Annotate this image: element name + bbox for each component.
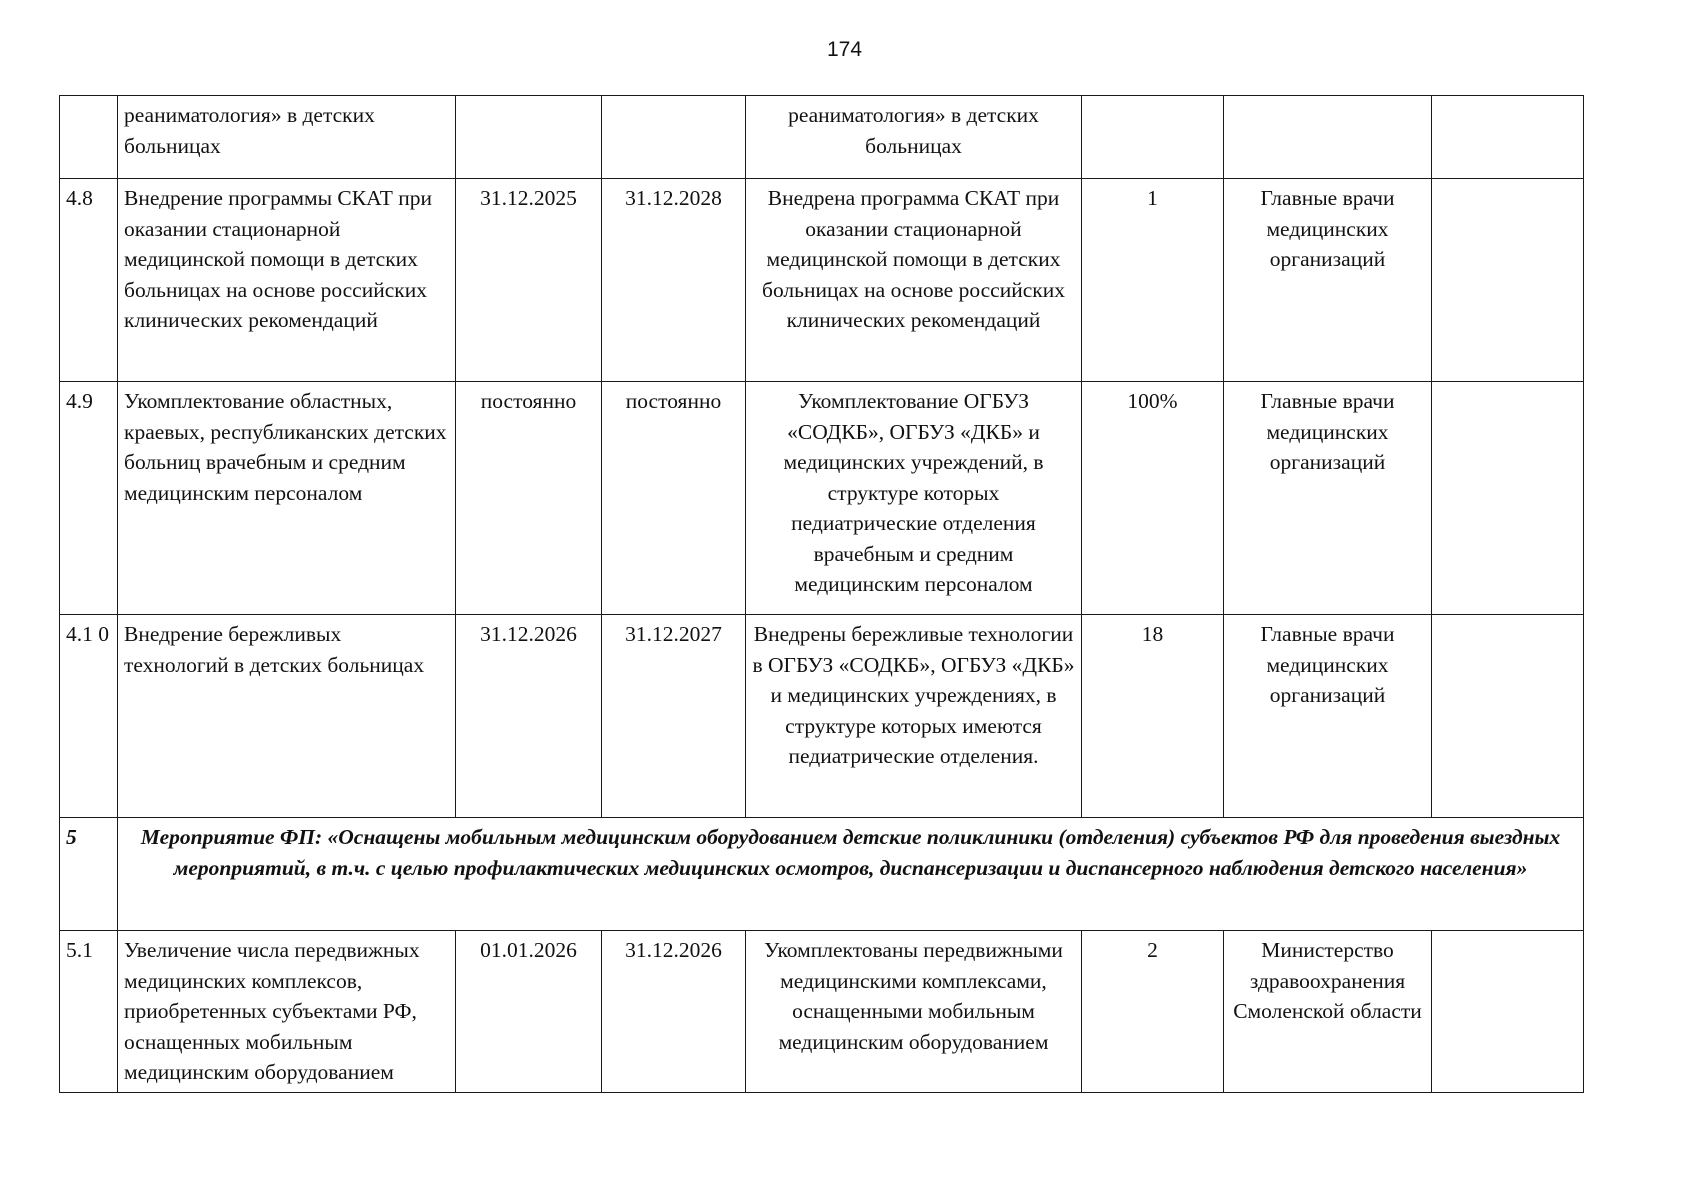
- end-date-cell: 31.12.2026: [602, 931, 746, 1093]
- activity-cell: реаниматология» в детских больницах: [118, 96, 456, 179]
- end-date-cell: 31.12.2028: [602, 179, 746, 382]
- end-date-cell: постоянно: [602, 382, 746, 615]
- start-date-cell: [456, 96, 602, 179]
- responsible-cell: Главные врачи медицинских организаций: [1224, 615, 1432, 818]
- row-number-cell: 4.9: [60, 382, 118, 615]
- table-row: [60, 96, 1584, 179]
- value-cell: [1082, 96, 1224, 179]
- table-row: [60, 931, 1584, 1093]
- start-date-cell: 31.12.2026: [456, 615, 602, 818]
- activity-cell: Внедрение программы СКАТ при оказании стационарной медицинской помощи в детских больницах на основе российских клинических рекомендаций: [118, 179, 456, 382]
- result-cell: Укомплектование ОГБУЗ «СОДКБ», ОГБУЗ «ДКБ» и медицинских учреждений, в структуре которых педиатрические отделения врачебным и средним медицинским персоналом: [746, 382, 1082, 615]
- activity-cell: Внедрение бережливых технологий в детских больницах: [118, 615, 456, 818]
- end-date-cell: 31.12.2027: [602, 615, 746, 818]
- section-number-cell: 5: [60, 818, 118, 931]
- result-cell: реаниматология» в детских больницах: [746, 96, 1082, 179]
- start-date-cell: постоянно: [456, 382, 602, 615]
- responsible-cell: Министерство здравоохранения Смоленской области: [1224, 931, 1432, 1093]
- row-number-cell: 4.1 0: [60, 615, 118, 818]
- page-number: 174: [826, 38, 863, 61]
- value-cell: 100%: [1082, 382, 1224, 615]
- row-number-cell: [60, 96, 118, 179]
- result-cell: Внедрена программа СКАТ при оказании стационарной медицинской помощи в детских больницах на основе российских клинических рекомендаций: [746, 179, 1082, 382]
- table-row: [60, 179, 1584, 382]
- section-row: [60, 818, 1584, 931]
- activity-cell: Увеличение числа передвижных медицинских комплексов, приобретенных субъектами РФ, оснащенных мобильным медицинским оборудованием: [118, 931, 456, 1093]
- row-number-cell: 4.8: [60, 179, 118, 382]
- end-date-cell: [602, 96, 746, 179]
- value-cell: 18: [1082, 615, 1224, 818]
- value-cell: 1: [1082, 179, 1224, 382]
- result-cell: Внедрены бережливые технологии в ОГБУЗ «СОДКБ», ОГБУЗ «ДКБ» и медицинских учреждениях, в структуре которых имеются педиатрические отделения.: [746, 615, 1082, 818]
- extra-cell: [1432, 179, 1584, 382]
- extra-cell: [1432, 382, 1584, 615]
- responsible-cell: [1224, 96, 1432, 179]
- extra-cell: [1432, 615, 1584, 818]
- extra-cell: [1432, 96, 1584, 179]
- value-cell: 2: [1082, 931, 1224, 1093]
- activity-cell: Укомплектование областных, краевых, республиканских детских больниц врачебным и средним медицинским персоналом: [118, 382, 456, 615]
- responsible-cell: Главные врачи медицинских организаций: [1224, 179, 1432, 382]
- result-cell: Укомплектованы передвижными медицинскими комплексами, оснащенными мобильным медицинским оборудованием: [746, 931, 1082, 1093]
- start-date-cell: 31.12.2025: [456, 179, 602, 382]
- table-row: [60, 615, 1584, 818]
- activity-plan-table: [59, 95, 1584, 1093]
- start-date-cell: 01.01.2026: [456, 931, 602, 1093]
- section-title-cell: Мероприятие ФП: «Оснащены мобильным медицинским оборудованием детские поликлиники (отделения) субъектов РФ для проведения выездных мероприятий, в т.ч. с целью профилактических медицинских осмотров, диспансеризации и диспансерного наблюдения детского населения»: [118, 818, 1584, 931]
- responsible-cell: Главные врачи медицинских организаций: [1224, 382, 1432, 615]
- row-number-cell: 5.1: [60, 931, 118, 1093]
- table-row: [60, 382, 1584, 615]
- extra-cell: [1432, 931, 1584, 1093]
